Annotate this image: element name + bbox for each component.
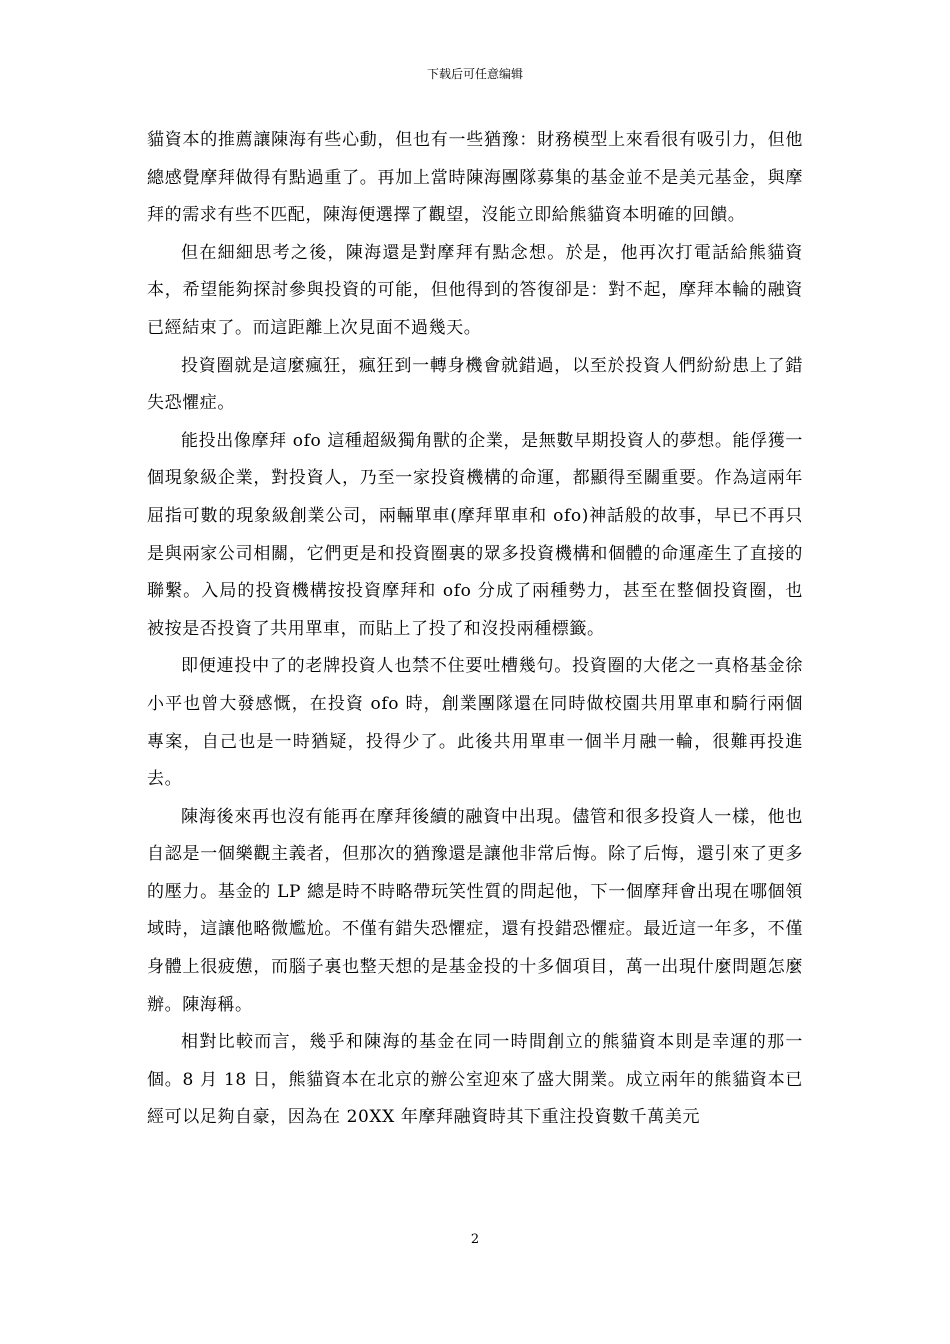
paragraph-3: 投資圈就是這麼瘋狂，瘋狂到一轉身機會就錯過，以至於投資人們紛紛患上了錯失恐懼症。 (147, 355, 803, 414)
paragraph-5: 即便連投中了的老牌投資人也禁不住要吐槽幾句。投資圈的大佬之一真格基金徐小平也曾大發感慨，在投資 ofo 時，創業團隊還在同時做校園共用單車和騎行兩個專案，自己也是一時猶疑，投得少了。此後共用單車一個半月融一輪，很難再投進去。 (147, 656, 803, 790)
document-body (147, 122, 803, 1137)
paragraph-6: 陳海後來再也沒有能再在摩拜後續的融資中出現。儘管和很多投資人一樣，他也自認是一個樂觀主義者，但那次的猶豫還是讓他非常后悔。除了后悔，還引來了更多的壓力。基金的 LP 總是時不時略帶玩笑性質的問起他，下一個摩拜會出現在哪個領域時，這讓他略微尷尬。不僅有錯失恐懼症，還有投錯恐懼症。最近這一年多，不僅身體上很疲憊，而腦子裏也整天想的是基金投的十多個項目，萬一出現什麼問題怎麼辦。陳海稱。 (147, 806, 803, 1015)
paragraph-4: 能投出像摩拜 ofo 這種超級獨角獸的企業，是無數早期投資人的夢想。能俘獲一個現象級企業，對投資人，乃至一家投資機構的命運，都顯得至關重要。作為這兩年屈指可數的現象級創業公司，兩輛單車(摩拜單車和 ofo)神話般的故事，早已不再只是與兩家公司相關，它們更是和投資圈裏的眾多投資機構和個體的命運產生了直接的聯繫。入局的投資機構按投資摩拜和 ofo 分成了兩種勢力，甚至在整個投資圈，也被按是否投資了共用單車，而貼上了投了和沒投兩種標籤。 (147, 430, 803, 639)
page-number: 2 (470, 1232, 480, 1247)
paragraph-2: 但在細細思考之後，陳海還是對摩拜有點念想。於是，他再次打電話給熊貓資本，希望能夠探討參與投資的可能，但他得到的答復卻是：對不起，摩拜本輪的融資已經結束了。而這距離上次見面不過幾天。 (147, 242, 803, 338)
paragraph-7: 相對比較而言，幾乎和陳海的基金在同一時間創立的熊貓資本則是幸運的那一個。8 月 18 日，熊貓資本在北京的辦公室迎來了盛大開業。成立兩年的熊貓資本已經可以足夠自豪，因為在 20XX 年摩拜融資時其下重注投資數千萬美元 (147, 1032, 803, 1128)
page-header: 下载后可任意编辑 (426, 67, 523, 81)
paragraph-1: 貓資本的推薦讓陳海有些心動，但也有一些猶豫：財務模型上來看很有吸引力，但他總感覺摩拜做得有點過重了。再加上當時陳海團隊募集的基金並不是美元基金，與摩拜的需求有些不匹配，陳海便選擇了觀望，沒能立即給熊貓資本明確的回饋。 (147, 130, 803, 226)
